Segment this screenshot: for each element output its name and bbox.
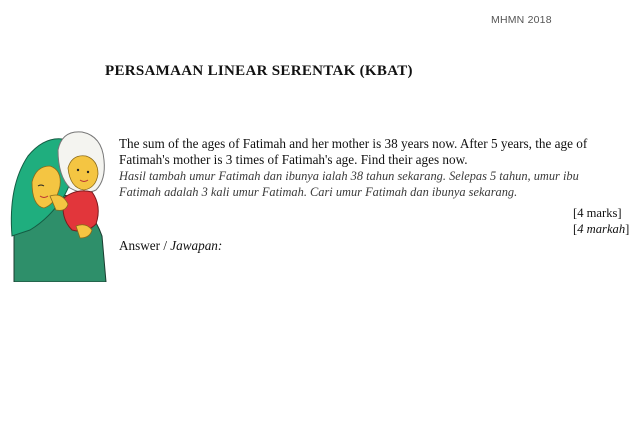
document-code-label: MHMN 2018 bbox=[491, 14, 552, 26]
question-english bbox=[119, 136, 634, 168]
marks-malay-text: 4 markah bbox=[577, 222, 626, 236]
question-malay bbox=[119, 168, 634, 200]
marks-english: [4 marks] bbox=[573, 206, 622, 220]
page-title: PERSAMAAN LINEAR SERENTAK (KBAT) bbox=[105, 63, 413, 79]
mother-and-child-illustration-icon bbox=[6, 126, 112, 282]
question-english-line: Fatimah's mother is 3 times of Fatimah's age. Find their ages now. bbox=[119, 152, 468, 167]
answer-label-english: Answer / bbox=[119, 238, 171, 253]
question-malay-line: Hasil tambah umur Fatimah dan ibunya ialah 38 tahun sekarang. Selepas 5 tahun, umur ibu bbox=[119, 169, 579, 183]
question-malay-line: Fatimah adalah 3 kali umur Fatimah. Cari umur Fatimah dan ibunya sekarang. bbox=[119, 185, 518, 199]
marks-malay bbox=[573, 221, 629, 237]
question-block bbox=[119, 136, 634, 200]
marks-malay-open-bracket: [ bbox=[573, 222, 578, 236]
question-english-line: The sum of the ages of Fatimah and her mother is 38 years now. After 5 years, the age of bbox=[119, 136, 588, 151]
answer-label bbox=[119, 238, 222, 254]
marks-malay-close-bracket: ] bbox=[625, 222, 630, 236]
answer-label-malay: Jawapan: bbox=[170, 238, 223, 253]
